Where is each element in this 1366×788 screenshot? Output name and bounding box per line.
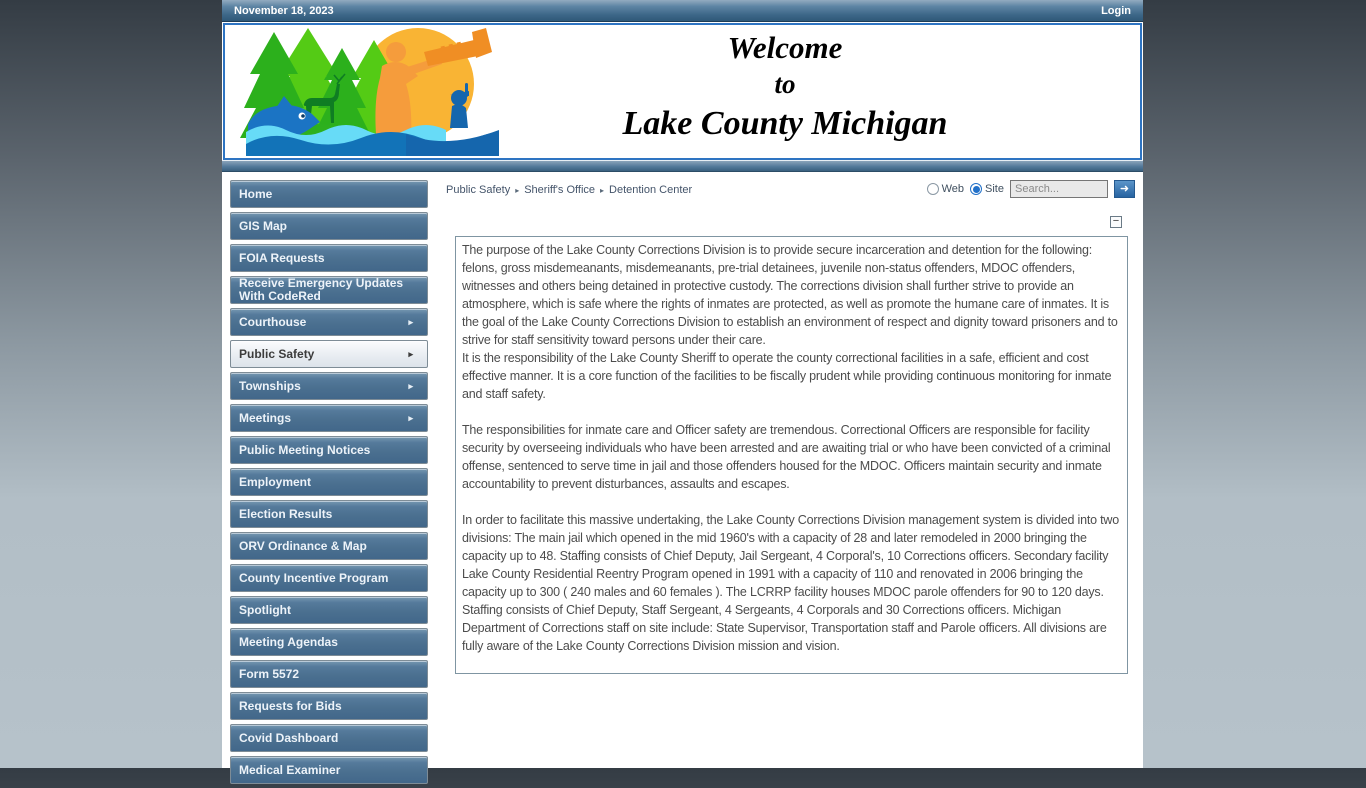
collapse-toggle[interactable] — [1110, 216, 1122, 228]
sidebar-item-label: Form 5572 — [239, 666, 300, 681]
sidebar-nav — [230, 180, 428, 788]
minus-icon: − — [1112, 215, 1120, 227]
sidebar-item-label: Medical Examiner — [239, 762, 341, 777]
sidebar-item-requests-for-bids[interactable] — [230, 692, 428, 720]
content-paragraph-4: In order to facilitate this massive undertaking, the Lake County Corrections Division management system is divided into two divisions: The main jail which opened in the mid 1960's with a capacity of 28 and later remodeled in 2000 bringing the capacity up to 48. Staffing consists of Chief Deputy, Jail Sergeant, 4 Corporal's, 10 Corrections officers. Secondary facility Lake County Residential Reentry Program opened in 1991 with a capacity of 110 and renovated in 2006 bringing the capacity up to 300 ( 240 males and 60 females ). The LCRRP facility houses MDOC parole offenders for 90 to 120 days. Staffing consists of Chief Deputy, Staff Sergeant, 4 Sergeants, 4 Corporals and 30 Corrections officers. Michigan Department of Corrections staff on site include: State Supervisor, Transportation staff and Parole officers. All divisions are fully aware of the Lake County Corrections Division mission and vision. — [462, 513, 1119, 653]
breadcrumb — [446, 182, 692, 198]
chevron-right-icon: ▸ — [408, 316, 413, 327]
sidebar-item-orv-ordinance-map[interactable] — [230, 532, 428, 560]
content-paragraph-1: The purpose of the Lake County Corrections Division is to provide secure incarceration and detention for the following: felons, gross misdemeanants, misdemeanants, pre-trial detainees, juvenile non-status offenders, MDOC offenders, witnesses and others being detained in protective custody. The corrections division shall further strive to provide an atmosphere, which is safe where the rights of inmates are protected, as well as promote the humane care of inmates. It is the goal of the Lake County Corrections Division to establish an environment of respect and dignity toward prisoners and to strive for staff sensitivity toward persons under their care. — [462, 243, 1118, 347]
current-date: November 18, 2023 — [234, 4, 334, 17]
chevron-right-icon: ▸ — [408, 380, 413, 391]
web-radio-label: Web — [941, 183, 965, 195]
search-scope-web[interactable] — [927, 183, 964, 195]
breadcrumb-detention-center: Detention Center — [609, 184, 693, 196]
sidebar-item-election-results[interactable] — [230, 500, 428, 528]
banner-divider-bar — [222, 160, 1143, 172]
site-radio-icon[interactable] — [970, 183, 982, 195]
sidebar-item-employment[interactable] — [230, 468, 428, 496]
sidebar-item-covid-dashboard[interactable] — [230, 724, 428, 752]
sidebar-item-spotlight[interactable] — [230, 596, 428, 624]
content-paragraph-2: It is the responsibility of the Lake County Sheriff to operate the county correctional facilities in a safe, efficient and cost effective manner. It is a core function of the facilities to be fiscally prudent while providing continuous monitoring for inmate and staff safety. — [462, 351, 1112, 401]
site-title — [525, 29, 1045, 146]
breadcrumb-separator-icon: ▸ — [515, 185, 520, 195]
sidebar-item-label: Meeting Agendas — [239, 634, 338, 649]
sidebar-item-meetings[interactable] — [230, 404, 428, 432]
top-bar — [222, 0, 1143, 22]
sidebar-item-label: Home — [239, 186, 273, 201]
sidebar-item-gis-map[interactable] — [230, 212, 428, 240]
breadcrumb-public-safety[interactable]: Public Safety — [446, 184, 511, 196]
sidebar-item-label: County Incentive Program — [239, 570, 389, 585]
search-go-button[interactable] — [1114, 180, 1135, 198]
sidebar-item-label: Covid Dashboard — [239, 730, 339, 745]
content-paragraph-3: The responsibilities for inmate care and Officer safety are tremendous. Correctional Officers are responsible for facility security by overseeing individuals who have been arrested and are awaiting trial or who have been convicted of a criminal offense, sentenced to serve time in jail and those offenders housed for the MDOC. Officers maintain security and inmate accountability to prevent disturbances, assaults and escapes. — [462, 423, 1111, 491]
sidebar-item-form-5572[interactable] — [230, 660, 428, 688]
sidebar-item-label: Townships — [239, 378, 301, 393]
sidebar-item-meeting-agendas[interactable] — [230, 628, 428, 656]
sidebar-item-label: Employment — [239, 474, 312, 489]
sidebar-item-home[interactable] — [230, 180, 428, 208]
content-panel — [455, 236, 1128, 674]
sidebar-item-receive-emergency-updates-with-codered[interactable] — [230, 276, 428, 304]
lake-county-logo — [246, 26, 499, 156]
login-link[interactable]: Login — [1101, 4, 1131, 17]
site-radio-label: Site — [985, 183, 1004, 195]
sidebar-item-label: Public Meeting Notices — [239, 442, 371, 457]
arrow-right-icon: ➜ — [1119, 182, 1130, 195]
sidebar-item-label: GIS Map — [239, 218, 288, 233]
sidebar-item-foia-requests[interactable] — [230, 244, 428, 272]
sidebar-item-label: FOIA Requests — [239, 250, 325, 265]
sidebar-item-label: Election Results — [239, 506, 333, 521]
sidebar-item-public-meeting-notices[interactable] — [230, 436, 428, 464]
sidebar-item-medical-examiner[interactable] — [230, 756, 428, 784]
search-input[interactable] — [1010, 180, 1108, 198]
sidebar-item-label: Spotlight — [239, 602, 291, 617]
search-controls — [927, 179, 1135, 199]
sidebar-item-label: Meetings — [239, 410, 292, 425]
chevron-right-icon: ▸ — [408, 412, 413, 423]
welcome-line-2: to — [774, 69, 796, 99]
site-banner — [223, 23, 1142, 160]
main-column — [222, 0, 1143, 777]
sidebar-item-public-safety[interactable] — [230, 340, 428, 368]
sidebar-item-label: ORV Ordinance & Map — [239, 538, 367, 553]
sidebar-item-label: Public Safety — [239, 346, 315, 361]
web-radio-icon[interactable] — [927, 183, 939, 195]
sidebar-item-courthouse[interactable] — [230, 308, 428, 336]
search-scope-site[interactable] — [970, 183, 1004, 195]
sidebar-item-label: Requests for Bids — [239, 698, 342, 713]
sidebar-item-label: Courthouse — [239, 314, 307, 329]
sidebar-item-townships[interactable] — [230, 372, 428, 400]
welcome-line-1: Welcome — [727, 30, 843, 65]
sidebar-item-label: Receive Emergency Updates With CodeRed — [239, 276, 404, 303]
welcome-line-3: Lake County Michigan — [622, 105, 948, 142]
chevron-right-icon: ▸ — [408, 348, 413, 359]
sidebar-item-county-incentive-program[interactable] — [230, 564, 428, 592]
breadcrumb-sheriff-s-office[interactable]: Sheriff's Office — [524, 184, 595, 196]
breadcrumb-separator-icon: ▸ — [600, 185, 605, 195]
